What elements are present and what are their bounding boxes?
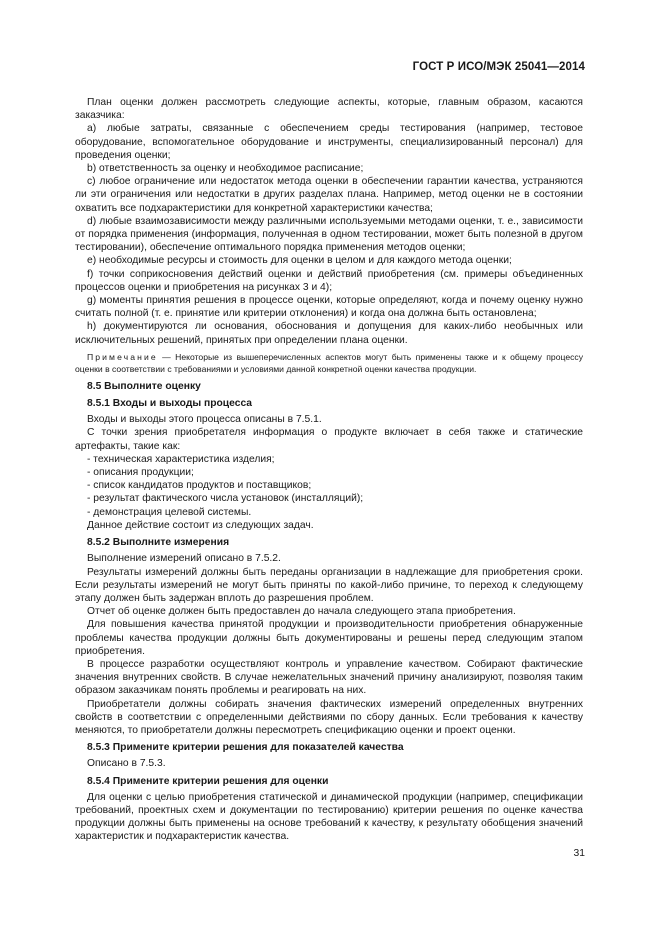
aspect-d: d) любые взаимозависимости между различными используемыми методами оценки, т. е., зависимости от порядка применения (информация, полученная в одном тестировании, может быть полезной в другом тестировании), обеспечение оптимального порядка применения методов оценки;: [75, 215, 583, 254]
list-item: - описания продукции;: [87, 466, 583, 479]
section-8-5-2-p2: Результаты измерений должны быть переданы организации в надлежащие для приобретения сроки. Если результаты измерений не могут быть приняты по какой-либо причине, то переход к следующему этапу должен быть задержан вплоть до разрешения проблем.: [75, 566, 583, 604]
section-8-5-2-p3: Отчет об оценке должен быть предоставлен до начала следующего этапа приобретения.: [87, 606, 516, 618]
aspect-g: g) моменты принятия решения в процессе оценки, которые определяют, когда и почему оценку нужно считать полной (т. е. принятие или критерии отклонения) и когда она должна быть остановлена;: [75, 295, 583, 320]
note-label: Примечание: [87, 351, 158, 362]
list-item: - техническая характеристика изделия;: [87, 453, 583, 466]
section-8-5-4-p1: Для оценки с целью приобретения статической и динамической продукции (например, спецификации требований, проектных схем и документации по тестированию) критерии решения по оценке качества продукции должны быть применены на основе требований к качеству, к результату обобщения значений характеристик и подхарактеристик качества.: [75, 791, 583, 843]
aspect-h: h) документируются ли основания, обоснования и допущения для каких-либо необычных или исключительных решений, принятых при определении плана оценки.: [75, 321, 583, 346]
note-text: — Некоторые из вышеперечисленных аспектов могут быть применены также и к общему процессу оценки в соответствии с требованиями и условиями данной конкретной оценки качества продукции.: [75, 351, 583, 375]
intro-paragraph: План оценки должен рассмотреть следующие аспекты, которые, главным образом, касаются заказчика:: [75, 97, 583, 122]
section-8-5-1-p2: С точки зрения приобретателя информация о продукте включает в себя также и статические артефакты, такие как:: [75, 427, 583, 452]
aspect-f: f) точки соприкосновения действий оценки и действий приобретения (см. примеры объединенных процессов оценки и приобретения на рисунках 3 и 4);: [75, 268, 583, 293]
section-8-5-3-p1: Описано в 7.5.3.: [87, 758, 166, 770]
aspect-b: b) ответственность за оценку и необходимое расписание;: [87, 163, 364, 175]
section-8-5-2-heading: 8.5.2 Выполните измерения: [87, 537, 230, 549]
page-number: 31: [573, 848, 585, 859]
page-content: [75, 96, 583, 844]
aspect-e: e) необходимые ресурсы и стоимость для оценки в целом и для каждого метода оценки;: [87, 255, 512, 267]
note: [75, 351, 583, 376]
list-item: - список кандидатов продуктов и поставщиков;: [87, 479, 583, 492]
document-header: ГОСТ Р ИСО/МЭК 25041—2014: [412, 61, 585, 73]
section-8-5-heading: 8.5 Выполните оценку: [87, 380, 201, 392]
aspect-a: а) любые затраты, связанные с обеспечением среды тестирования (например, тестовое оборудование, вспомогательное оборудование и инструменты, специализированный персонал) для проведения оценки;: [75, 123, 583, 161]
list-item: - демонстрация целевой системы.: [87, 506, 583, 519]
section-8-5-3-heading: 8.5.3 Примените критерии решения для показателей качества: [87, 742, 404, 754]
section-8-5-1-p1: Входы и выходы этого процесса описаны в 7.5.1.: [87, 414, 322, 426]
list-item: - результат фактического числа установок (инсталляций);: [87, 492, 583, 505]
section-8-5-4-heading: 8.5.4 Примените критерии решения для оценки: [87, 775, 329, 787]
section-8-5-2-p4: Для повышения качества принятой продукции и производительности приобретения обнаруженные проблемы качества продукции должны быть документированы и решены перед следующим этапом приобретения.: [75, 619, 583, 657]
artifact-list: [75, 453, 583, 519]
section-8-5-2-p1: Выполнение измерений описано в 7.5.2.: [87, 553, 281, 565]
section-8-5-2-p6: Приобретатели должны собирать значения фактических измерений определенных внутренних свойств в соответствии с определенными действиями по сбору данных. Если требования к качеству меняются, то приобретатели должны пересмотреть спецификацию оценки и проект оценки.: [75, 698, 583, 736]
section-8-5-1-p3: Данное действие состоит из следующих задач.: [87, 519, 314, 531]
section-8-5-1-heading: 8.5.1 Входы и выходы процесса: [87, 398, 253, 410]
aspect-c: c) любое ограничение или недостаток метода оценки в обеспечении гарантии качества, устраняются ли эти ограничения или недостатки в других разделах плана. Например, метод оценки не в состоянии охватить все подхарактеристики для конкретной характеристики качества;: [75, 176, 583, 214]
section-8-5-2-p5: В процессе разработки осуществляют контроль и управление качеством. Собирают фактические значения внутренних свойств. В случае нежелательных значений причину анализируют, позволяя таким образом заказчикам понять проблемы и реагировать на них.: [75, 658, 583, 697]
